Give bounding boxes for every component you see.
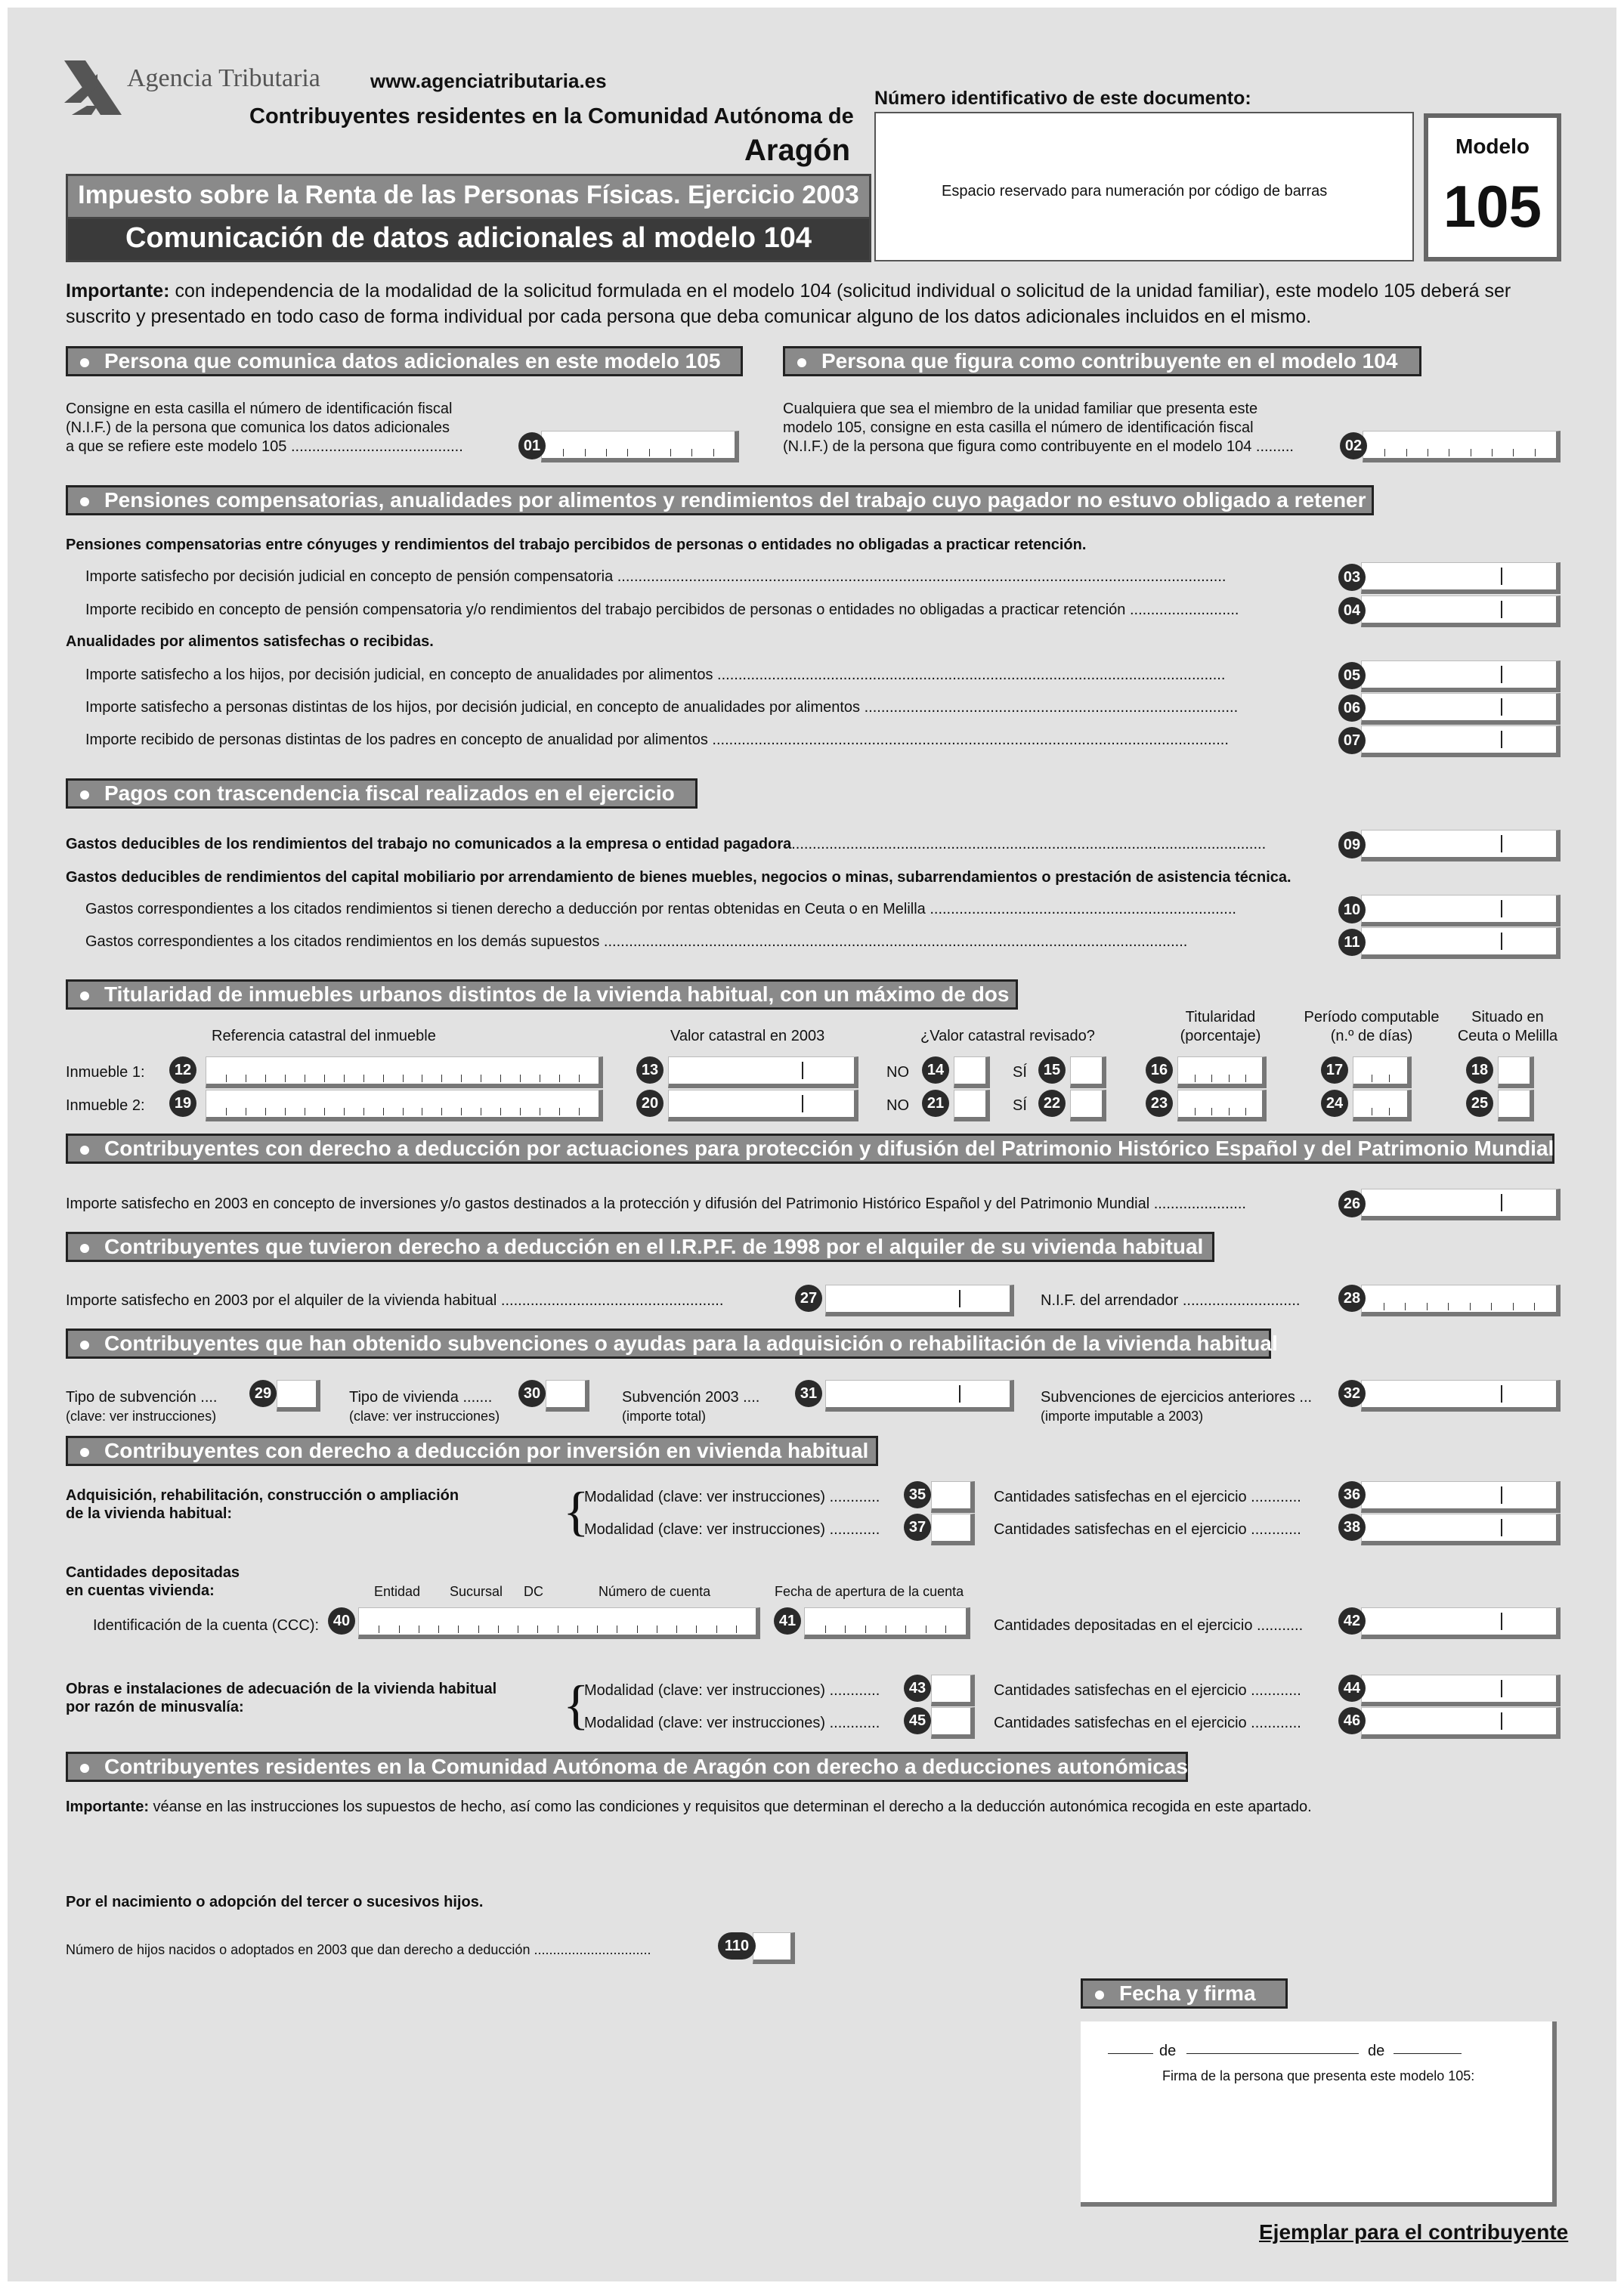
cell-tick (1448, 1303, 1449, 1310)
box-number: 24 (1321, 1090, 1348, 1117)
cantidades-36-label: Cantidades satisfechas en el ejercicio ............ (994, 1489, 1301, 1505)
box-number: 05 (1338, 662, 1366, 689)
cell-tick (1211, 1108, 1212, 1115)
website-link[interactable]: www.agenciatributaria.es (370, 70, 607, 92)
pagos-sub: Gastos deducibles de rendimientos del capital mobiliario por arrendamiento de bienes muebles, negocios o minas, subarrendamientos o prestación de asistencia técnica. (66, 869, 1291, 886)
box-number: 45 (904, 1707, 931, 1734)
row-05-label: Importe satisfecho a los hijos, por decisión judicial, en concepto de anualidades por alimentos ......................................................................................................................... (85, 667, 1226, 683)
amount-field-27[interactable] (825, 1285, 1014, 1316)
si-label: SÍ (1013, 1064, 1027, 1081)
header-sucursal: Sucursal (450, 1584, 503, 1599)
cell-tick (441, 1075, 442, 1082)
important-note (66, 278, 1570, 329)
cell-tick (461, 1108, 462, 1115)
amount-field-07[interactable] (1361, 725, 1561, 757)
tipo-subvencion-label: Tipo de subvención .... (66, 1389, 218, 1406)
cell-tick (285, 1108, 286, 1115)
header-periodo-2: (n.º de días) (1330, 1028, 1413, 1044)
header-revisado: ¿Valor catastral revisado? (920, 1028, 1095, 1044)
aragon-important-text: véanse en las instrucciones los supuestos de hecho, así como las condiciones y requisitos que determinan el derecho a la deducción autonómica recogida en este apartado. (149, 1799, 1312, 1815)
amount-field-31[interactable] (825, 1380, 1014, 1412)
cell-tick (363, 1075, 364, 1082)
cell-tick (285, 1075, 286, 1082)
periodo-field-17[interactable] (1353, 1056, 1412, 1088)
cantidades-46-label: Cantidades satisfechas en el ejercicio ............ (994, 1715, 1301, 1731)
box-number: 30 (518, 1380, 546, 1407)
cell-tick (945, 1625, 946, 1633)
box-number: 37 (904, 1514, 931, 1541)
box-number: 38 (1338, 1514, 1366, 1541)
cell-tick (537, 1625, 538, 1633)
box-number: 03 (1338, 564, 1366, 591)
de-label: de (1159, 2043, 1177, 2059)
box-number: 20 (636, 1090, 664, 1117)
nif-field-02[interactable] (1363, 431, 1561, 462)
footer-copy-label: Ejemplar para el contribuyente (1259, 2220, 1569, 2244)
section-title: Contribuyentes que tuvieron derecho a deducción en el I.R.P.F. de 1998 por el alquiler de su vivienda habitual (104, 1235, 1204, 1258)
section-contribuyente (783, 346, 1421, 376)
depositadas-label-2: en cuentas vivienda: (66, 1582, 215, 1599)
pensiones-sub-1: Pensiones compensatorias entre cónyuges y rendimientos del trabajo percibidos de personas o entidades no obligadas a practicar retención. (66, 537, 1087, 553)
si-label: SÍ (1013, 1097, 1027, 1114)
modalidad-45-label: Modalidad (clave: ver instrucciones) ............ (584, 1715, 880, 1731)
section-title: Fecha y firma (1119, 1981, 1256, 2005)
amount-field-38[interactable] (1361, 1514, 1561, 1545)
section-title: Titularidad de inmuebles urbanos distintos de la vivienda habitual, con un máximo de dos (104, 982, 1010, 1006)
date-year-line (1394, 2053, 1462, 2054)
subvencion-2003-hint: (importe total) (622, 1409, 707, 1424)
cell-tick (383, 1075, 384, 1082)
section-fecha-firma (1081, 1978, 1288, 2009)
situado-field-25[interactable] (1498, 1090, 1534, 1121)
modelo-box (1424, 113, 1561, 261)
cell-tick (265, 1075, 266, 1082)
amount-field-06[interactable] (1361, 693, 1561, 725)
brace-icon: { (563, 1481, 589, 1542)
header-situado-1: Situado en (1471, 1009, 1544, 1025)
cell-tick (627, 449, 628, 456)
cell-tick (399, 1625, 400, 1633)
important-label: Importante: (66, 280, 170, 302)
box-number: 43 (904, 1675, 931, 1702)
firma-box[interactable] (1081, 2021, 1557, 2207)
box-number: 27 (795, 1285, 822, 1312)
section-title: Contribuyentes que han obtenido subvenciones o ayudas para la adquisición o rehabilitación de la vivienda habitual (104, 1332, 1278, 1355)
cell-tick (403, 1075, 404, 1082)
inmueble-2-label: Inmueble 2: (66, 1097, 145, 1114)
box-number: 36 (1338, 1481, 1366, 1508)
modalidad-field-45[interactable] (931, 1707, 975, 1739)
cell-tick (1195, 1075, 1196, 1082)
modalidad-37-label: Modalidad (clave: ver instrucciones) ............ (584, 1521, 880, 1538)
header-fecha-apertura: Fecha de apertura de la cuenta (775, 1584, 964, 1599)
agencia-logo-icon (64, 60, 122, 115)
box-number: 13 (636, 1056, 664, 1084)
cell-tick (403, 1108, 404, 1115)
header-dc: DC (524, 1584, 543, 1599)
box-number: 42 (1338, 1607, 1366, 1635)
section-title: Pensiones compensatorias, anualidades por alimentos y rendimientos del trabajo cuyo pagador no estuvo obligado a retener (104, 488, 1366, 512)
persona-line-1: Consigne en esta casilla el número de identificación fiscal (66, 401, 453, 417)
form-page (8, 8, 1616, 2281)
date-month-line (1186, 2053, 1359, 2054)
pensiones-sub-2: Anualidades por alimentos satisfechas o recibidas. (66, 633, 434, 650)
amount-field-46[interactable] (1361, 1707, 1561, 1739)
cell-tick (696, 1625, 697, 1633)
cell-tick (500, 1075, 501, 1082)
cell-tick (1535, 449, 1536, 456)
nacimiento-label: Por el nacimiento o adopción del tercer o sucesivos hijos. (66, 1894, 484, 1910)
cell-tick (606, 449, 607, 456)
residents-label: Contribuyentes residentes en la Comunidad Autónoma de (249, 104, 854, 128)
cell-tick (637, 1625, 638, 1633)
section-title: Pagos con trascendencia fiscal realizados en el ejercicio (104, 781, 675, 805)
cell-tick (1229, 1075, 1230, 1082)
cell-tick (461, 1075, 462, 1082)
cell-tick (324, 1108, 325, 1115)
box-number: 09 (1338, 831, 1366, 858)
cell-tick (1245, 1108, 1246, 1115)
cell-tick (1384, 449, 1385, 456)
box-number: 110 (718, 1932, 756, 1960)
cell-tick (1491, 1303, 1492, 1310)
cell-tick (1492, 449, 1493, 456)
section-title: Contribuyentes con derecho a deducción por actuaciones para protección y difusión del Patrimonio Histórico Español y del Patrimonio Mundial (104, 1137, 1554, 1160)
cell-tick (1406, 449, 1407, 456)
inmueble-1-label: Inmueble 1: (66, 1064, 145, 1081)
revisado-si-field-15[interactable] (1070, 1056, 1106, 1088)
section-alquiler (66, 1232, 1214, 1262)
form-title: Impuesto sobre la Renta de las Personas Físicas. Ejercicio 2003 (66, 174, 871, 219)
box-number: 18 (1466, 1056, 1493, 1084)
logo-text: Agencia Tributaria (127, 64, 320, 92)
cell-tick (363, 1108, 364, 1115)
amount-field-04[interactable] (1361, 595, 1561, 627)
persona-line-3: a que se refiere este modelo 105 ......................................... (66, 438, 463, 455)
cell-tick (713, 449, 714, 456)
tipo-vivienda-field-30[interactable] (546, 1380, 589, 1412)
section-title: Persona que figura como contribuyente en el modelo 104 (821, 349, 1398, 373)
box-number: 02 (1340, 432, 1367, 459)
cantidades-depositadas-label: Cantidades depositadas en el ejercicio ........... (994, 1617, 1304, 1634)
cantidades-38-label: Cantidades satisfechas en el ejercicio ............ (994, 1521, 1301, 1538)
cell-tick (478, 1625, 479, 1633)
box-number: 41 (774, 1607, 801, 1635)
valor-field-20[interactable] (668, 1090, 858, 1121)
header-situado-2: Ceuta o Melilla (1457, 1028, 1558, 1044)
header-referencia: Referencia catastral del inmueble (212, 1028, 436, 1044)
cell-tick (676, 1625, 677, 1633)
amount-field-32[interactable] (1361, 1380, 1561, 1412)
section-title: Persona que comunica datos adicionales en este modelo 105 (104, 349, 721, 373)
row-27-label: Importe satisfecho en 2003 por el alquiler de la vivienda habitual ..................................................... (66, 1292, 724, 1309)
subvenciones-anteriores-hint: (importe imputable a 2003) (1041, 1409, 1204, 1424)
cell-tick (1513, 1303, 1514, 1310)
section-patrimonio (66, 1134, 1554, 1164)
modelo-label: Modelo (1455, 135, 1530, 158)
cell-tick (563, 449, 564, 456)
box-number: 11 (1338, 929, 1366, 956)
cantidades-44-label: Cantidades satisfechas en el ejercicio ............ (994, 1682, 1301, 1699)
cell-tick (585, 449, 586, 456)
referencia-field-19[interactable] (206, 1090, 603, 1121)
cell-tick (579, 1108, 580, 1115)
cell-tick (577, 1625, 578, 1633)
depositadas-label-1: Cantidades depositadas (66, 1564, 240, 1581)
box-number: 32 (1338, 1380, 1366, 1407)
brace-icon: { (563, 1675, 589, 1735)
box-number: 15 (1038, 1056, 1066, 1084)
cell-tick (865, 1625, 866, 1633)
section-title: Contribuyentes con derecho a deducción por inversión en vivienda habitual (104, 1439, 869, 1462)
section-title: Contribuyentes residentes en la Comunidad Autónoma de Aragón con derecho a deducciones autonómicas (104, 1755, 1188, 1778)
header-titularidad-2: (porcentaje) (1180, 1028, 1261, 1044)
cell-tick (716, 1625, 717, 1633)
revisado-no-field-21[interactable] (954, 1090, 990, 1121)
cell-tick (845, 1625, 846, 1633)
section-inmuebles (66, 979, 1018, 1010)
nif-field-28[interactable] (1361, 1285, 1561, 1316)
cell-tick (736, 1625, 737, 1633)
modalidad-field-35[interactable] (931, 1481, 975, 1513)
tipo-subvencion-hint: (clave: ver instrucciones) (66, 1409, 217, 1424)
modalidad-35-label: Modalidad (clave: ver instrucciones) ............ (584, 1489, 880, 1505)
cell-tick (559, 1075, 560, 1082)
box-number: 31 (795, 1380, 822, 1407)
amount-field-03[interactable] (1361, 562, 1561, 594)
cell-tick (344, 1108, 345, 1115)
persona-line-2: (N.I.F.) de la persona que comunica los datos adicionales (66, 419, 450, 436)
de-label: de (1368, 2043, 1385, 2059)
valor-field-13[interactable] (668, 1056, 858, 1088)
box-number: 44 (1338, 1675, 1366, 1702)
barcode-text: Espacio reservado para numeración por código de barras (942, 183, 1328, 200)
hijos-field-110[interactable] (753, 1932, 795, 1964)
row-110-label: Número de hijos nacidos o adoptados en 2003 que dan derecho a deducción ............................... (66, 1942, 651, 1957)
amount-field-05[interactable] (1361, 660, 1561, 692)
header-entidad: Entidad (374, 1584, 421, 1599)
box-number: 07 (1338, 727, 1366, 754)
firma-label: Firma de la persona que presenta este modelo 105: (1162, 2068, 1475, 2083)
modalidad-field-37[interactable] (931, 1514, 975, 1545)
row-09-label (66, 836, 1266, 853)
amount-field-44[interactable] (1361, 1675, 1561, 1706)
fecha-apertura-field-41[interactable] (804, 1607, 970, 1639)
cell-tick (1534, 1303, 1535, 1310)
aragon-important (66, 1799, 1312, 1816)
referencia-field-12[interactable] (206, 1056, 603, 1088)
row-09-text: Gastos deducibles de los rendimientos del trabajo no comunicados a la empresa o entidad pagadora (66, 836, 792, 852)
cell-tick (500, 1108, 501, 1115)
box-number: 29 (249, 1380, 277, 1407)
box-number: 25 (1466, 1090, 1493, 1117)
cell-tick (458, 1625, 459, 1633)
cell-tick (265, 1108, 266, 1115)
cell-tick (691, 449, 692, 456)
revisado-si-field-22[interactable] (1070, 1090, 1106, 1121)
box-number: 12 (169, 1056, 196, 1084)
cell-tick (579, 1075, 580, 1082)
row-04-label: Importe recibido en concepto de pensión compensatoria y/o rendimientos del trabajo percibidos de personas o entidades no obligadas a practicar retención .......................... (85, 602, 1239, 618)
row-26-label: Importe satisfecho en 2003 en concepto de inversiones y/o gastos destinados a la protección y difusión del Patrimonio Histórico Español y del Patrimonio Mundial ...................... (66, 1196, 1246, 1212)
box-number: 22 (1038, 1090, 1066, 1117)
header-titularidad-1: Titularidad (1185, 1009, 1256, 1025)
periodo-field-24[interactable] (1353, 1090, 1412, 1121)
cell-tick (226, 1108, 227, 1115)
box-number: 23 (1146, 1090, 1173, 1117)
cell-tick (1229, 1108, 1230, 1115)
header-valor: Valor catastral en 2003 (670, 1028, 825, 1044)
section-aragon (66, 1752, 1188, 1782)
revisado-no-field-14[interactable] (954, 1056, 990, 1088)
no-label: NO (886, 1097, 909, 1114)
cell-tick (1195, 1108, 1196, 1115)
tipo-vivienda-label: Tipo de vivienda ....... (349, 1389, 493, 1406)
region-label: Aragón (744, 134, 850, 167)
modalidad-field-43[interactable] (931, 1675, 975, 1706)
ccc-field-40[interactable] (358, 1607, 760, 1639)
situado-field-18[interactable] (1498, 1056, 1534, 1088)
contrib-line-2: modelo 105, consigne en esta casilla el número de identificación fiscal (783, 419, 1254, 436)
amount-field-10[interactable] (1361, 895, 1561, 926)
box-number: 28 (1338, 1285, 1366, 1312)
cell-tick (597, 1625, 598, 1633)
box-number: 26 (1338, 1190, 1366, 1217)
no-label: NO (886, 1064, 909, 1081)
header-periodo-1: Período computable (1304, 1009, 1440, 1025)
subvencion-2003-label: Subvención 2003 .... (622, 1389, 760, 1406)
form-subtitle: Comunicación de datos adicionales al modelo 104 (66, 217, 871, 262)
amount-field-42[interactable] (1361, 1607, 1561, 1639)
cell-tick (344, 1075, 345, 1082)
adquisicion-label-2: de la vivienda habitual: (66, 1505, 233, 1522)
section-subvenciones (66, 1329, 1278, 1359)
cell-tick (438, 1625, 439, 1633)
cell-tick (226, 1075, 227, 1082)
row-11-label: Gastos correspondientes a los citados rendimientos en los demás supuestos ........................................................................................................................................... (85, 933, 1188, 950)
cell-tick (649, 449, 650, 456)
box-number: 04 (1338, 597, 1366, 624)
cell-tick (1389, 1108, 1390, 1115)
cell-tick (520, 1075, 521, 1082)
cell-tick (1427, 1303, 1428, 1310)
titularidad-field-23[interactable] (1177, 1090, 1267, 1121)
cell-tick (1211, 1075, 1212, 1082)
cell-tick (324, 1075, 325, 1082)
section-pagos (66, 778, 698, 809)
date-day-line (1108, 2053, 1153, 2054)
cell-tick (905, 1625, 906, 1633)
section-persona (66, 346, 743, 376)
box-number: 01 (518, 432, 546, 459)
contrib-line-3: (N.I.F.) de la persona que figura como contribuyente en el modelo 104 ......... (783, 438, 1294, 455)
cell-tick (1389, 1075, 1390, 1082)
doc-id-label: Número identificativo de este documento: (874, 88, 1251, 109)
box-number: 16 (1146, 1056, 1173, 1084)
cell-tick (441, 1108, 442, 1115)
cell-tick (1245, 1075, 1246, 1082)
obras-label-2: por razón de minusvalía: (66, 1699, 244, 1715)
modelo-number: 105 (1443, 173, 1542, 240)
row-03-label: Importe satisfecho por decisión judicial en concepto de pensión compensatoria ................................................................................................................................................. (85, 568, 1227, 585)
header-numero-cuenta: Número de cuenta (599, 1584, 711, 1599)
aragon-important-label: Importante: (66, 1799, 149, 1815)
amount-field-09[interactable] (1361, 830, 1561, 861)
adquisicion-label-1: Adquisición, rehabilitación, construcción o ampliación (66, 1487, 459, 1504)
row-10-label: Gastos correspondientes a los citados rendimientos si tienen derecho a deducción por rentas obtenidas en Ceuta o en Melilla ......................................................................... (85, 901, 1236, 917)
titularidad-field-16[interactable] (1177, 1056, 1267, 1088)
cell-tick (1470, 1303, 1471, 1310)
box-number: 35 (904, 1481, 931, 1508)
section-inversion-vivienda (66, 1436, 878, 1466)
amount-field-11[interactable] (1361, 927, 1561, 959)
box-number: 14 (922, 1056, 949, 1084)
subvenciones-anteriores-label: Subvenciones de ejercicios anteriores ... (1041, 1389, 1313, 1406)
barcode-area (874, 112, 1414, 261)
important-text: con independencia de la modalidad de la solicitud formulada en el modelo 104 (solicitud individual o solicitud de la unidad familiar), este modelo 105 deberá ser suscrito y presentado en todo caso de forma individual por cada persona que deba comunicar alguno de los datos adicionales incluidos en el mismo. (66, 280, 1511, 327)
cell-tick (825, 1625, 826, 1633)
cell-tick (559, 1108, 560, 1115)
cell-tick (498, 1625, 499, 1633)
obras-label-1: Obras e instalaciones de adecuación de la vivienda habitual (66, 1681, 497, 1697)
box-number: 19 (169, 1090, 196, 1117)
cell-tick (1513, 449, 1514, 456)
row-28-label: N.I.F. del arrendador ............................ (1041, 1292, 1301, 1309)
cell-tick (670, 449, 671, 456)
section-pensiones (66, 485, 1374, 515)
tipo-subvencion-field-29[interactable] (277, 1380, 320, 1412)
row-09-dots: ................................................................................................................. (791, 836, 1267, 852)
cell-tick (520, 1108, 521, 1115)
nif-field-01[interactable] (541, 431, 739, 462)
ccc-label: Identificación de la cuenta (CCC): (93, 1617, 320, 1634)
row-06-label: Importe satisfecho a personas distintas de los hijos, por decisión judicial, en concepto de anualidades por alimentos ......................................................................................... (85, 699, 1239, 716)
box-number: 10 (1338, 896, 1366, 923)
tipo-vivienda-hint: (clave: ver instrucciones) (349, 1409, 500, 1424)
amount-field-26[interactable] (1361, 1189, 1561, 1220)
amount-field-36[interactable] (1361, 1481, 1561, 1513)
box-number: 46 (1338, 1707, 1366, 1734)
box-number: 06 (1338, 694, 1366, 722)
row-07-label: Importe recibido de personas distintas de los padres en concepto de anualidad por alimentos ........................................................................................................................... (85, 732, 1229, 748)
box-number: 17 (1321, 1056, 1348, 1084)
box-number: 21 (922, 1090, 949, 1117)
contrib-line-1: Cualquiera que sea el miembro de la unidad familiar que presenta este (783, 401, 1258, 417)
cell-tick (383, 1108, 384, 1115)
modalidad-43-label: Modalidad (clave: ver instrucciones) ............ (584, 1682, 880, 1699)
cell-tick (1405, 1303, 1406, 1310)
box-number: 40 (328, 1607, 355, 1635)
